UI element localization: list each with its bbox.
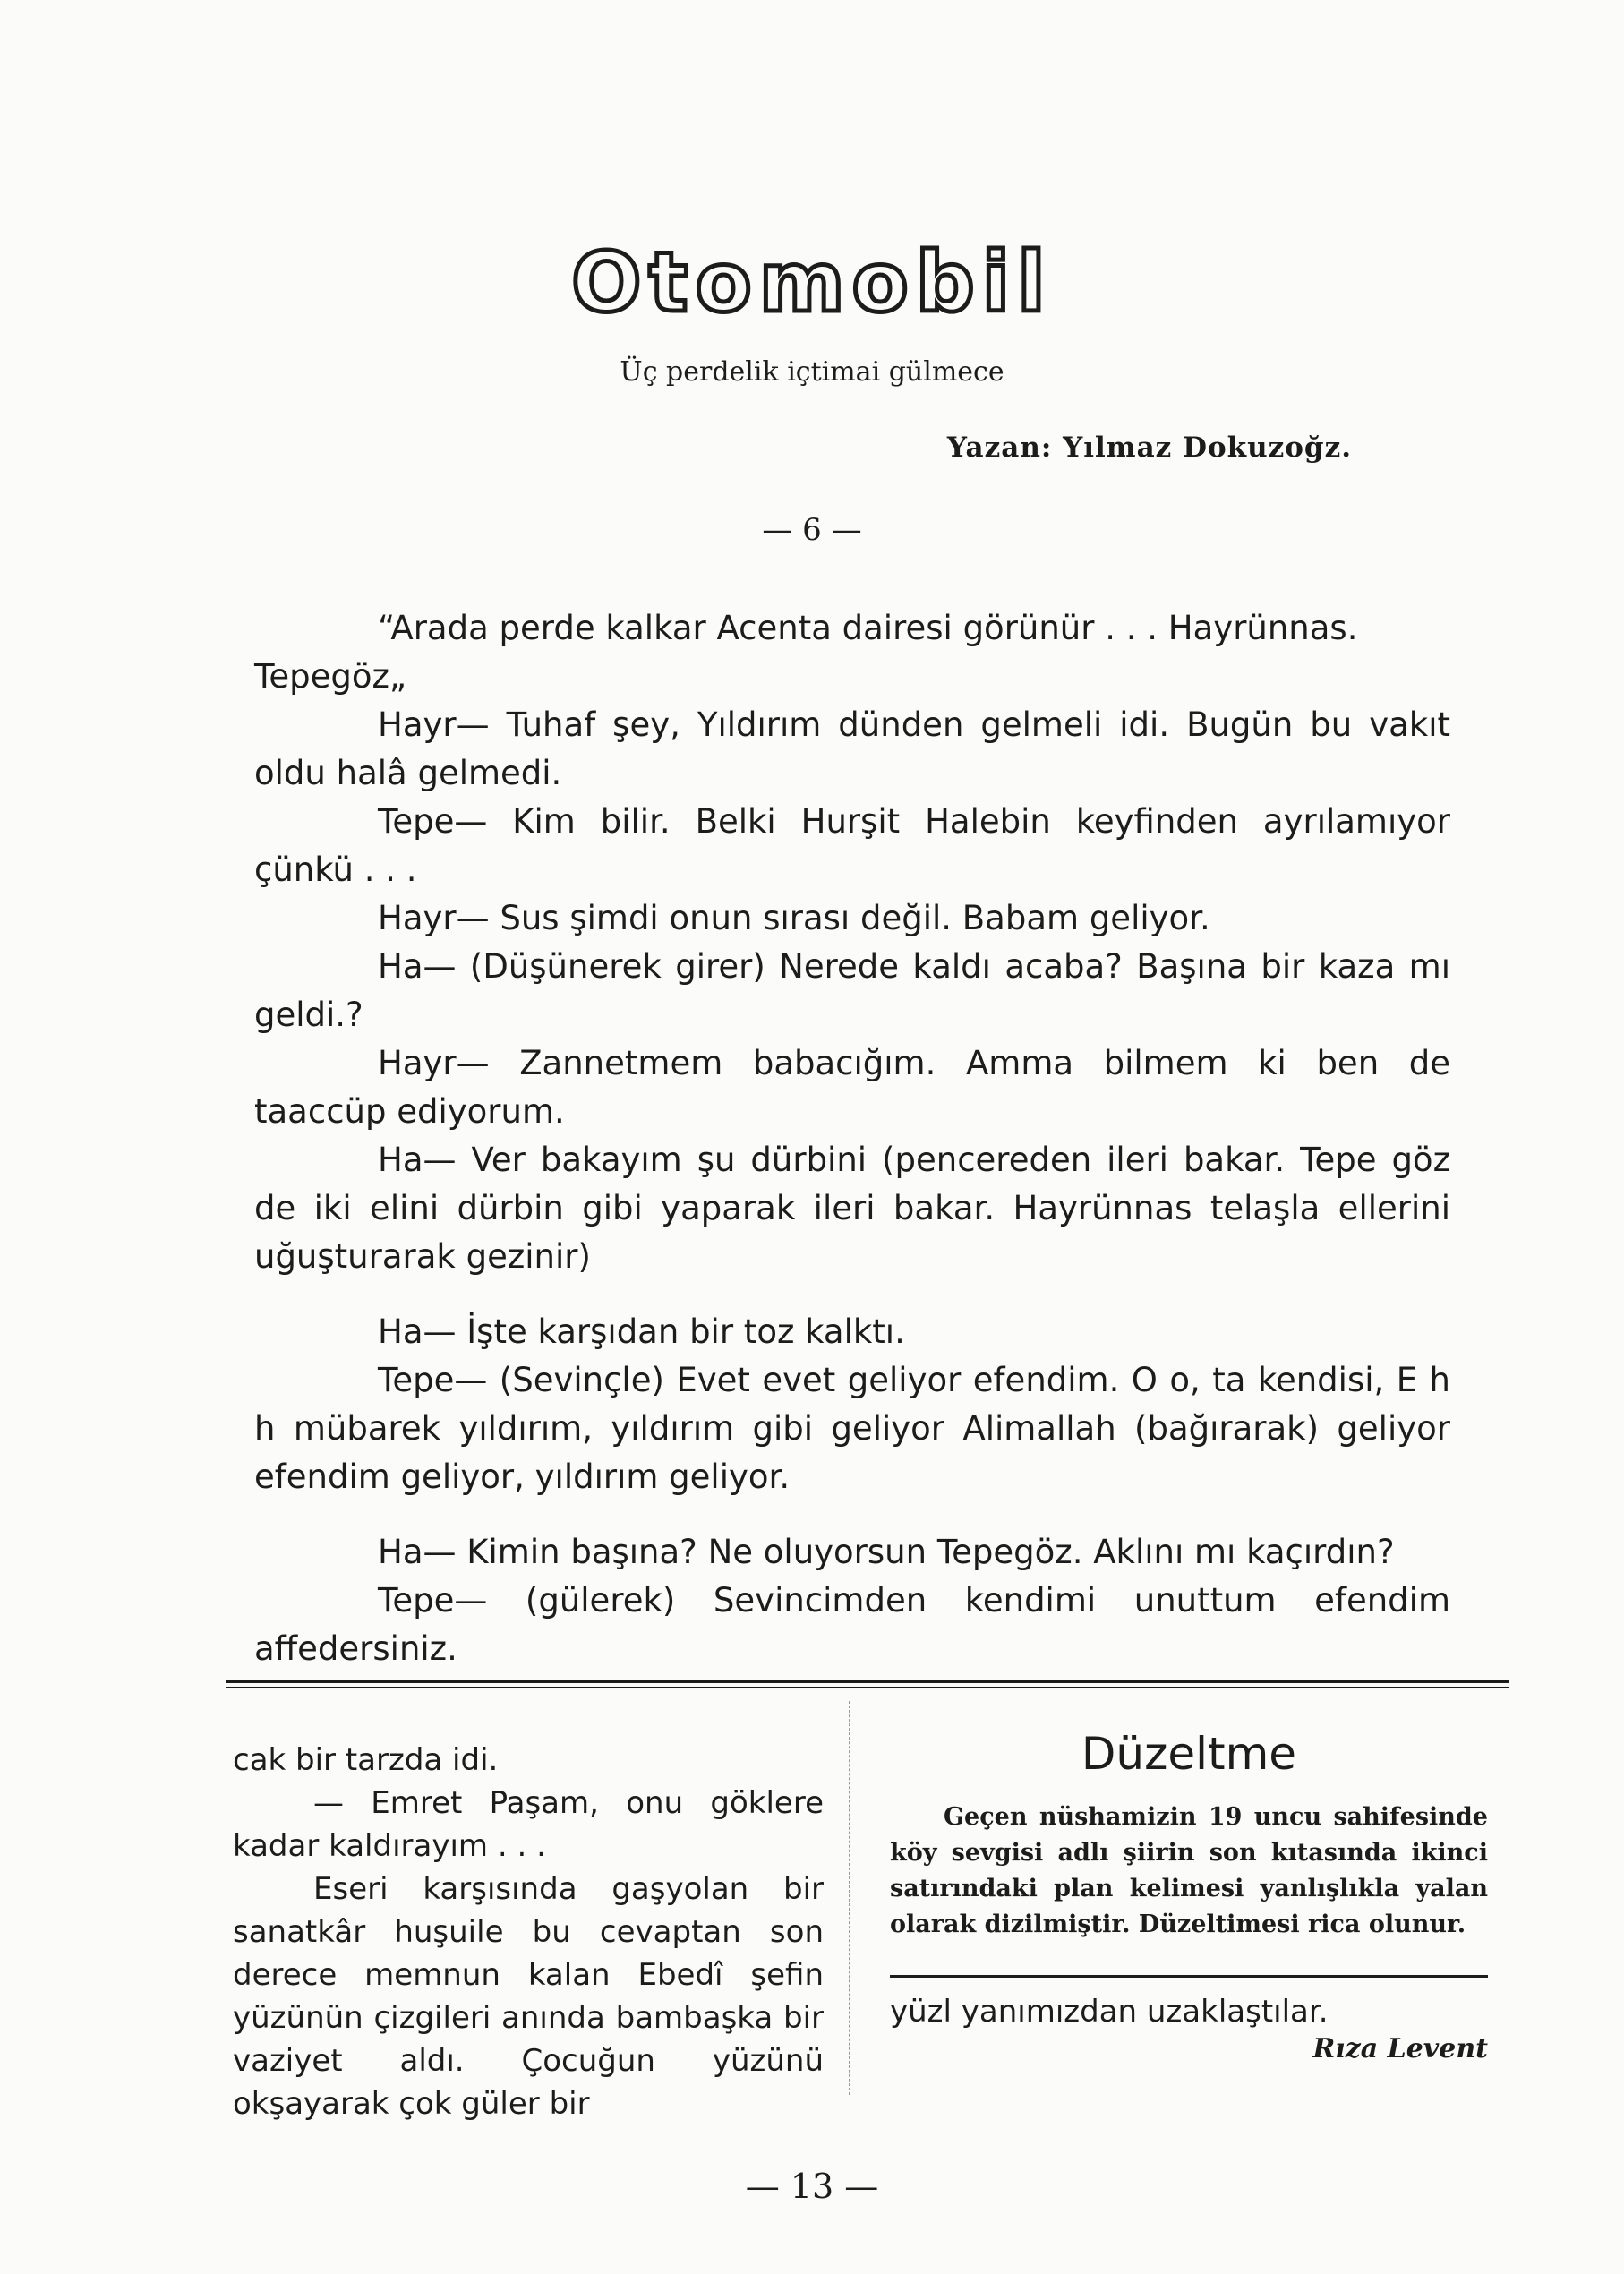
dialogue-line: Ha— Ver bakayım şu dürbini (pencereden ileri bakar. Tepe göz de iki elini dürbin gibi yaparak ileri bakar. Hayrünnas telaşla ellerini uğuşturarak gezinir): [254, 1141, 1450, 1276]
dialogue-line: Ha— İşte karşıdan bir toz kalktı.: [378, 1312, 905, 1351]
notice-divider: [890, 1975, 1488, 1978]
story-paragraph: Eseri karşısında gaşyolan bir sanatkâr huşuile bu cevaptan son derece memnun kalan Ebedî şefin yüzünün çizgileri anında bambaşka bir vaziyet aldı. Çocuğun yüzünü okşayarak çok güler bir: [233, 1871, 824, 2122]
part-number: — 6 —: [762, 512, 862, 548]
left-column-story: [233, 1739, 824, 2125]
author-line: Yazan: Yılmaz Dokuzoğz.: [946, 432, 1352, 464]
author-signature: Rıza Levent: [1312, 2033, 1488, 2065]
story-continuation: yüzl yanımızdan uzaklaştılar.: [890, 1994, 1329, 2030]
dialogue-line: Hayr— Tuhaf şey, Yıldırım dünden gelmeli idi. Bugün bu vakıt oldu halâ gelmedi.: [254, 705, 1450, 792]
dialogue-line: Ha— Kimin başına? Ne oluyorsun Tepegöz. Aklını mı kaçırdın?: [378, 1533, 1395, 1571]
story-paragraph: — Emret Paşam, onu göklere kadar kaldırayım . . .: [233, 1785, 824, 1864]
character-name: Tepegöz„: [254, 657, 407, 696]
dialogue-line: Hayr— Zannetmem babacığım. Amma bilmem ki ben de taaccüp ediyorum.: [254, 1044, 1450, 1131]
play-title: Otomobil: [571, 235, 1053, 330]
dialogue-line: Tepe— (gülerek) Sevincimden kendimi unuttum efendim affedersiniz.: [254, 1581, 1450, 1668]
dialogue-line: Hayr— Sus şimdi onun sırası değil. Babam geliyor.: [378, 899, 1210, 937]
correction-title: Düzeltme: [1081, 1728, 1297, 1780]
play-text: [254, 604, 1450, 1673]
dialogue-line: Tepe— Kim bilir. Belki Hurşit Halebin keyfinden ayrılamıyor çünkü . . .: [254, 802, 1450, 889]
stage-direction: “Arada perde kalkar Acenta dairesi görünür . . . Hayrünnas.: [378, 609, 1358, 647]
play-subtitle: Üç perdelik içtimai gülmece: [620, 356, 1004, 388]
dialogue-line: Tepe— (Sevinçle) Evet evet geliyor efendim. O o, ta kendisi, E h h mübarek yıldırım, yıldırım gibi geliyor Alimallah (bağırarak) geliyor efendim geliyor, yıldırım geliyor.: [254, 1361, 1450, 1496]
correction-text: Geçen nüshamizin 19 uncu sahifesinde köy sevgisi adlı şiirin son kıtasında ikinci satırındaki plan kelimesi yanlışlıkla yalan olarak dizilmiştir. Düzeltimesi rica olunur.: [890, 1803, 1488, 1938]
dialogue-line: Ha— (Düşünerek girer) Nerede kaldı acaba? Başına bir kaza mı geldi.?: [254, 947, 1450, 1034]
correction-notice: [890, 1728, 1488, 2065]
section-divider: [226, 1680, 1509, 1683]
page-number: — 13 —: [745, 2167, 879, 2206]
column-divider: [849, 1701, 850, 2095]
story-paragraph: cak bir tarzda idi.: [233, 1742, 499, 1778]
section-divider-thin: [226, 1687, 1509, 1688]
